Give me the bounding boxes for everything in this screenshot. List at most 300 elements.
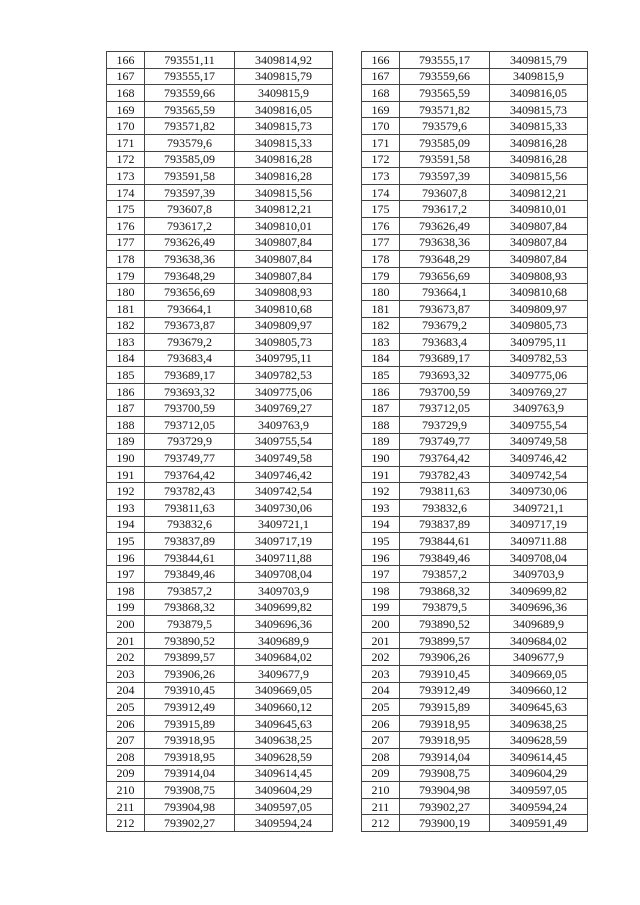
point-number-cell: 178	[107, 251, 145, 268]
x-coordinate-cell: 793664,1	[400, 284, 490, 301]
x-coordinate-cell: 793656,69	[145, 284, 235, 301]
y-coordinate-cell: 3409815,73	[235, 118, 333, 135]
point-number-cell: 192	[107, 483, 145, 500]
x-coordinate-cell: 793868,32	[145, 599, 235, 616]
y-coordinate-cell: 3409815,56	[490, 168, 588, 185]
x-coordinate-cell: 793607,8	[145, 201, 235, 218]
point-number-cell: 179	[362, 267, 400, 284]
y-coordinate-cell: 3409660,12	[235, 699, 333, 716]
y-coordinate-cell: 3409755,54	[490, 417, 588, 434]
table-row	[107, 583, 333, 600]
y-coordinate-cell: 3409815,33	[490, 118, 588, 135]
x-coordinate-cell: 793890,52	[145, 632, 235, 649]
table-row	[107, 134, 333, 151]
x-coordinate-cell: 793551,11	[145, 52, 235, 69]
table-row	[362, 665, 588, 682]
x-coordinate-cell: 793908,75	[400, 765, 490, 782]
x-coordinate-cell: 793683,4	[400, 334, 490, 351]
y-coordinate-cell: 3409696,36	[490, 599, 588, 616]
y-coordinate-cell: 3409721,1	[490, 500, 588, 517]
table-row	[107, 350, 333, 367]
y-coordinate-cell: 3409677,9	[235, 665, 333, 682]
y-coordinate-cell: 3409815,79	[490, 52, 588, 69]
point-number-cell: 181	[362, 300, 400, 317]
y-coordinate-cell: 3409782,53	[235, 367, 333, 384]
point-number-cell: 172	[107, 151, 145, 168]
y-coordinate-cell: 3409805,73	[235, 334, 333, 351]
x-coordinate-cell: 793679,2	[145, 334, 235, 351]
table-row	[107, 251, 333, 268]
y-coordinate-cell: 3409805,73	[490, 317, 588, 334]
y-coordinate-cell: 3409684,02	[235, 649, 333, 666]
point-number-cell: 184	[107, 350, 145, 367]
y-coordinate-cell: 3409815,33	[235, 134, 333, 151]
point-number-cell: 186	[362, 383, 400, 400]
x-coordinate-cell: 793689,17	[145, 367, 235, 384]
point-number-cell: 167	[107, 68, 145, 85]
x-coordinate-cell: 793565,59	[145, 101, 235, 118]
point-number-cell: 208	[362, 748, 400, 765]
x-coordinate-cell: 793700,59	[145, 400, 235, 417]
table-row	[362, 68, 588, 85]
y-coordinate-cell: 3409696,36	[235, 616, 333, 633]
point-number-cell: 200	[107, 616, 145, 633]
x-coordinate-cell: 793764,42	[400, 450, 490, 467]
table-row	[107, 483, 333, 500]
x-coordinate-cell: 793764,42	[145, 466, 235, 483]
table-row	[362, 251, 588, 268]
x-coordinate-cell: 793555,17	[145, 68, 235, 85]
point-number-cell: 177	[107, 234, 145, 251]
point-number-cell: 185	[362, 367, 400, 384]
y-coordinate-cell: 3409746,42	[235, 466, 333, 483]
table-row	[362, 583, 588, 600]
point-number-cell: 211	[362, 798, 400, 815]
table-row	[362, 533, 588, 550]
table-row	[362, 632, 588, 649]
y-coordinate-cell: 3409816,05	[235, 101, 333, 118]
y-coordinate-cell: 3409807,84	[235, 234, 333, 251]
y-coordinate-cell: 3409795,11	[235, 350, 333, 367]
y-coordinate-cell: 3409638,25	[235, 732, 333, 749]
point-number-cell: 175	[107, 201, 145, 218]
y-coordinate-cell: 3409604,29	[490, 765, 588, 782]
point-number-cell: 188	[107, 417, 145, 434]
y-coordinate-cell: 3409807,84	[490, 234, 588, 251]
point-number-cell: 204	[362, 682, 400, 699]
y-coordinate-cell: 3409812,21	[490, 184, 588, 201]
point-number-cell: 205	[107, 699, 145, 716]
table-row	[362, 367, 588, 384]
y-coordinate-cell: 3409669,05	[490, 665, 588, 682]
y-coordinate-cell: 3409730,06	[235, 500, 333, 517]
point-number-cell: 190	[362, 450, 400, 467]
point-number-cell: 208	[107, 748, 145, 765]
y-coordinate-cell: 3409815,9	[490, 68, 588, 85]
table-gap	[333, 51, 361, 832]
point-number-cell: 176	[362, 217, 400, 234]
point-number-cell: 187	[362, 400, 400, 417]
y-coordinate-cell: 3409699,82	[235, 599, 333, 616]
point-number-cell: 207	[107, 732, 145, 749]
y-coordinate-cell: 3409614,45	[235, 765, 333, 782]
y-coordinate-cell: 3409815,9	[235, 85, 333, 102]
point-number-cell: 196	[362, 549, 400, 566]
y-coordinate-cell: 3409730,06	[490, 483, 588, 500]
table-row	[107, 284, 333, 301]
y-coordinate-cell: 3409660,12	[490, 682, 588, 699]
point-number-cell: 211	[107, 798, 145, 815]
y-coordinate-cell: 3409763,9	[490, 400, 588, 417]
y-coordinate-cell: 3409614,45	[490, 748, 588, 765]
table-row	[107, 798, 333, 815]
y-coordinate-cell: 3409816,28	[235, 168, 333, 185]
point-number-cell: 207	[362, 732, 400, 749]
x-coordinate-cell: 793902,27	[400, 798, 490, 815]
table-row	[362, 134, 588, 151]
y-coordinate-cell: 3409816,05	[490, 85, 588, 102]
y-coordinate-cell: 3409669,05	[235, 682, 333, 699]
y-coordinate-cell: 3409809,97	[490, 300, 588, 317]
table-row	[107, 201, 333, 218]
y-coordinate-cell: 3409684,02	[490, 632, 588, 649]
x-coordinate-cell: 793915,89	[400, 699, 490, 716]
x-coordinate-cell: 793890,52	[400, 616, 490, 633]
table-row	[362, 151, 588, 168]
x-coordinate-cell: 793904,98	[400, 782, 490, 799]
point-number-cell: 197	[107, 566, 145, 583]
x-coordinate-cell: 793571,82	[145, 118, 235, 135]
point-number-cell: 173	[362, 168, 400, 185]
table-row	[107, 566, 333, 583]
table-row	[107, 599, 333, 616]
point-number-cell: 169	[362, 101, 400, 118]
table-row	[107, 383, 333, 400]
point-number-cell: 190	[107, 450, 145, 467]
table-row	[362, 815, 588, 832]
x-coordinate-cell: 793585,09	[145, 151, 235, 168]
point-number-cell: 168	[107, 85, 145, 102]
y-coordinate-cell: 3409594,24	[490, 798, 588, 815]
point-number-cell: 180	[107, 284, 145, 301]
table-row	[107, 85, 333, 102]
x-coordinate-cell: 793648,29	[400, 251, 490, 268]
table-row	[107, 433, 333, 450]
point-number-cell: 199	[107, 599, 145, 616]
coordinate-tables	[106, 51, 588, 832]
x-coordinate-cell: 793910,45	[145, 682, 235, 699]
x-coordinate-cell: 793857,2	[400, 566, 490, 583]
y-coordinate-cell: 3409677,9	[490, 649, 588, 666]
x-coordinate-cell: 793617,2	[145, 217, 235, 234]
point-number-cell: 191	[362, 466, 400, 483]
point-number-cell: 187	[107, 400, 145, 417]
point-number-cell: 166	[107, 52, 145, 69]
point-number-cell: 209	[107, 765, 145, 782]
x-coordinate-cell: 793617,2	[400, 201, 490, 218]
table-row	[107, 234, 333, 251]
point-number-cell: 205	[362, 699, 400, 716]
point-number-cell: 170	[107, 118, 145, 135]
table-row	[107, 699, 333, 716]
x-coordinate-cell: 793693,32	[400, 367, 490, 384]
y-coordinate-cell: 3409638,25	[490, 715, 588, 732]
x-coordinate-cell: 793782,43	[400, 466, 490, 483]
table-row	[362, 566, 588, 583]
point-number-cell: 201	[107, 632, 145, 649]
table-row	[362, 400, 588, 417]
point-number-cell: 201	[362, 632, 400, 649]
table-row	[362, 234, 588, 251]
table-row	[107, 450, 333, 467]
point-number-cell: 180	[362, 284, 400, 301]
point-number-cell: 178	[362, 251, 400, 268]
point-number-cell: 188	[362, 417, 400, 434]
right-coordinate-table	[361, 51, 588, 832]
table-row	[362, 184, 588, 201]
x-coordinate-cell: 793918,95	[145, 748, 235, 765]
x-coordinate-cell: 793857,2	[145, 583, 235, 600]
x-coordinate-cell: 793832,6	[400, 500, 490, 517]
point-number-cell: 169	[107, 101, 145, 118]
x-coordinate-cell: 793749,77	[145, 450, 235, 467]
point-number-cell: 196	[107, 549, 145, 566]
x-coordinate-cell: 793638,36	[400, 234, 490, 251]
y-coordinate-cell: 3409749,58	[235, 450, 333, 467]
x-coordinate-cell: 793782,43	[145, 483, 235, 500]
y-coordinate-cell: 3409775,06	[235, 383, 333, 400]
point-number-cell: 176	[107, 217, 145, 234]
y-coordinate-cell: 3409689,9	[235, 632, 333, 649]
table-row	[362, 217, 588, 234]
table-row	[362, 516, 588, 533]
y-coordinate-cell: 3409755,54	[235, 433, 333, 450]
y-coordinate-cell: 3409808,93	[235, 284, 333, 301]
point-number-cell: 177	[362, 234, 400, 251]
table-row	[107, 632, 333, 649]
y-coordinate-cell: 3409807,84	[490, 251, 588, 268]
y-coordinate-cell: 3409689,9	[490, 616, 588, 633]
x-coordinate-cell: 793565,59	[400, 85, 490, 102]
y-coordinate-cell: 3409816,28	[235, 151, 333, 168]
point-number-cell: 194	[362, 516, 400, 533]
table-row	[107, 765, 333, 782]
y-coordinate-cell: 3409782,53	[490, 350, 588, 367]
x-coordinate-cell: 793811,63	[145, 500, 235, 517]
table-row	[107, 217, 333, 234]
table-row	[107, 500, 333, 517]
left-table-body	[107, 52, 333, 832]
table-row	[362, 616, 588, 633]
table-row	[362, 334, 588, 351]
y-coordinate-cell: 3409594,24	[235, 815, 333, 832]
y-coordinate-cell: 3409711,88	[235, 549, 333, 566]
table-row	[107, 715, 333, 732]
table-row	[107, 549, 333, 566]
point-number-cell: 212	[107, 815, 145, 832]
table-row	[362, 168, 588, 185]
table-row	[362, 483, 588, 500]
point-number-cell: 206	[362, 715, 400, 732]
table-row	[107, 151, 333, 168]
x-coordinate-cell: 793837,89	[145, 533, 235, 550]
y-coordinate-cell: 3409810,68	[235, 300, 333, 317]
point-number-cell: 193	[362, 500, 400, 517]
table-row	[107, 68, 333, 85]
y-coordinate-cell: 3409815,79	[235, 68, 333, 85]
table-row	[362, 267, 588, 284]
x-coordinate-cell: 793729,9	[400, 417, 490, 434]
y-coordinate-cell: 3409769,27	[490, 383, 588, 400]
table-row	[362, 433, 588, 450]
x-coordinate-cell: 793918,95	[145, 732, 235, 749]
x-coordinate-cell: 793849,46	[400, 549, 490, 566]
y-coordinate-cell: 3409816,28	[490, 151, 588, 168]
x-coordinate-cell: 793914,04	[400, 748, 490, 765]
y-coordinate-cell: 3409775,06	[490, 367, 588, 384]
x-coordinate-cell: 793904,98	[145, 798, 235, 815]
y-coordinate-cell: 3409591,49	[490, 815, 588, 832]
point-number-cell: 203	[362, 665, 400, 682]
point-number-cell: 195	[107, 533, 145, 550]
table-row	[362, 798, 588, 815]
y-coordinate-cell: 3409721,1	[235, 516, 333, 533]
y-coordinate-cell: 3409699,82	[490, 583, 588, 600]
point-number-cell: 203	[107, 665, 145, 682]
y-coordinate-cell: 3409708,04	[490, 549, 588, 566]
x-coordinate-cell: 793683,4	[145, 350, 235, 367]
point-number-cell: 199	[362, 599, 400, 616]
point-number-cell: 185	[107, 367, 145, 384]
y-coordinate-cell: 3409763,9	[235, 417, 333, 434]
x-coordinate-cell: 793868,32	[400, 583, 490, 600]
x-coordinate-cell: 793906,26	[145, 665, 235, 682]
table-row	[107, 52, 333, 69]
y-coordinate-cell: 3409645,63	[235, 715, 333, 732]
table-row	[107, 317, 333, 334]
point-number-cell: 197	[362, 566, 400, 583]
point-number-cell: 168	[362, 85, 400, 102]
x-coordinate-cell: 793899,57	[400, 632, 490, 649]
x-coordinate-cell: 793844,61	[400, 533, 490, 550]
table-row	[362, 500, 588, 517]
y-coordinate-cell: 3409703,9	[235, 583, 333, 600]
table-row	[107, 300, 333, 317]
table-row	[107, 516, 333, 533]
table-row	[107, 748, 333, 765]
table-row	[362, 85, 588, 102]
table-row	[107, 616, 333, 633]
y-coordinate-cell: 3409795,11	[490, 334, 588, 351]
table-row	[107, 649, 333, 666]
point-number-cell: 183	[362, 334, 400, 351]
x-coordinate-cell: 793656,69	[400, 267, 490, 284]
x-coordinate-cell: 793571,82	[400, 101, 490, 118]
table-row	[107, 417, 333, 434]
table-row	[107, 466, 333, 483]
point-number-cell: 179	[107, 267, 145, 284]
y-coordinate-cell: 3409645,63	[490, 699, 588, 716]
point-number-cell: 189	[107, 433, 145, 450]
point-number-cell: 191	[107, 466, 145, 483]
table-row	[362, 732, 588, 749]
right-table-body	[362, 52, 588, 832]
x-coordinate-cell: 793899,57	[145, 649, 235, 666]
x-coordinate-cell: 793585,09	[400, 134, 490, 151]
point-number-cell: 194	[107, 516, 145, 533]
y-coordinate-cell: 3409597,05	[235, 798, 333, 815]
x-coordinate-cell: 793832,6	[145, 516, 235, 533]
y-coordinate-cell: 3409746,42	[490, 450, 588, 467]
x-coordinate-cell: 793638,36	[145, 251, 235, 268]
x-coordinate-cell: 793626,49	[400, 217, 490, 234]
table-row	[107, 665, 333, 682]
table-row	[362, 682, 588, 699]
table-row	[107, 815, 333, 832]
point-number-cell: 174	[362, 184, 400, 201]
y-coordinate-cell: 3409742,54	[235, 483, 333, 500]
x-coordinate-cell: 793673,87	[145, 317, 235, 334]
table-row	[362, 782, 588, 799]
point-number-cell: 175	[362, 201, 400, 218]
table-row	[362, 317, 588, 334]
x-coordinate-cell: 793591,58	[145, 168, 235, 185]
table-row	[107, 782, 333, 799]
table-row	[362, 417, 588, 434]
x-coordinate-cell: 793579,6	[400, 118, 490, 135]
left-coordinate-table	[106, 51, 333, 832]
x-coordinate-cell: 793700,59	[400, 383, 490, 400]
point-number-cell: 174	[107, 184, 145, 201]
x-coordinate-cell: 793591,58	[400, 151, 490, 168]
point-number-cell: 181	[107, 300, 145, 317]
y-coordinate-cell: 3409807,84	[235, 251, 333, 268]
table-row	[107, 682, 333, 699]
x-coordinate-cell: 793579,6	[145, 134, 235, 151]
x-coordinate-cell: 793693,32	[145, 383, 235, 400]
table-row	[362, 201, 588, 218]
x-coordinate-cell: 793915,89	[145, 715, 235, 732]
y-coordinate-cell: 3409717,19	[235, 533, 333, 550]
x-coordinate-cell: 793912,49	[145, 699, 235, 716]
table-row	[362, 383, 588, 400]
table-row	[362, 101, 588, 118]
x-coordinate-cell: 793664,1	[145, 300, 235, 317]
x-coordinate-cell: 793906,26	[400, 649, 490, 666]
table-row	[362, 599, 588, 616]
x-coordinate-cell: 793811,63	[400, 483, 490, 500]
x-coordinate-cell: 793729,9	[145, 433, 235, 450]
point-number-cell: 173	[107, 168, 145, 185]
y-coordinate-cell: 3409810,01	[235, 217, 333, 234]
x-coordinate-cell: 793555,17	[400, 52, 490, 69]
point-number-cell: 202	[362, 649, 400, 666]
y-coordinate-cell: 3409717,19	[490, 516, 588, 533]
y-coordinate-cell: 3409604,29	[235, 782, 333, 799]
y-coordinate-cell: 3409769,27	[235, 400, 333, 417]
point-number-cell: 198	[362, 583, 400, 600]
table-row	[362, 699, 588, 716]
x-coordinate-cell: 793879,5	[145, 616, 235, 633]
y-coordinate-cell: 3409809,97	[235, 317, 333, 334]
x-coordinate-cell: 793597,39	[400, 168, 490, 185]
x-coordinate-cell: 793712,05	[145, 417, 235, 434]
table-row	[362, 765, 588, 782]
table-row	[362, 715, 588, 732]
x-coordinate-cell: 793900,19	[400, 815, 490, 832]
y-coordinate-cell: 3409597,05	[490, 782, 588, 799]
x-coordinate-cell: 793689,17	[400, 350, 490, 367]
